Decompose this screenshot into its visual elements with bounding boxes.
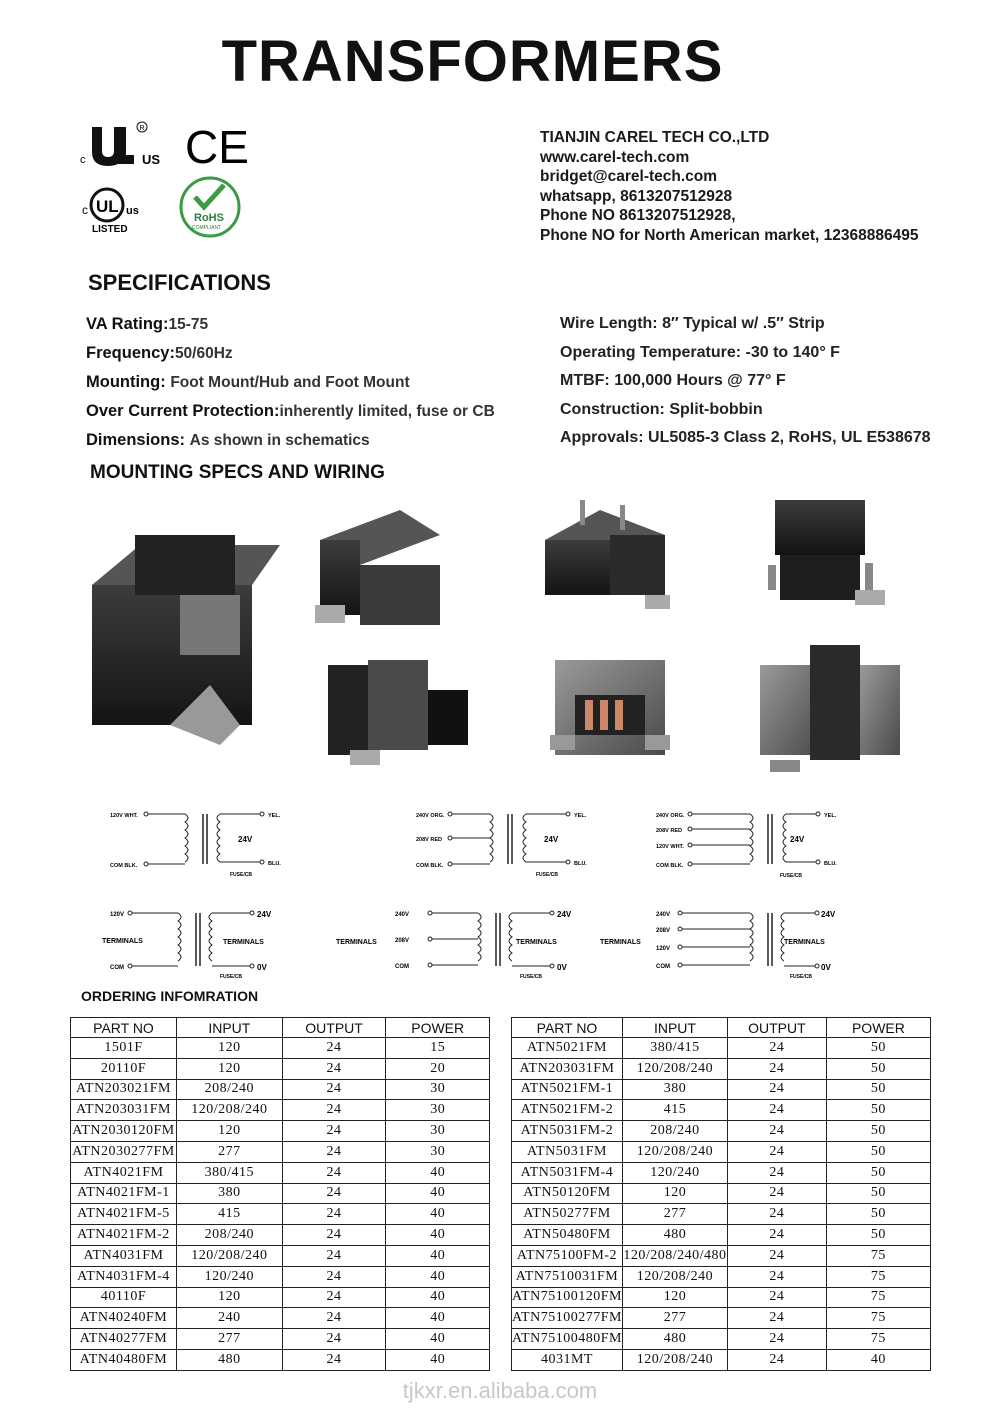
svg-text:COM: COM — [110, 965, 124, 971]
svg-text:YEL.: YEL. — [824, 813, 837, 819]
table-cell: 24 — [727, 1038, 826, 1059]
table-row — [71, 1079, 490, 1100]
table-cell: ATN75100FM-2 — [512, 1245, 623, 1266]
company-phone: Phone NO 8613207512928, — [540, 207, 736, 224]
column-header: OUTPUT — [727, 1018, 826, 1038]
table-cell: ATN4021FM-2 — [71, 1225, 177, 1246]
svg-text:BLU.: BLU. — [268, 861, 281, 867]
svg-text:FUSE/CB: FUSE/CB — [220, 974, 242, 980]
table-cell: 120/208/240 — [622, 1058, 727, 1079]
table-cell: 40 — [386, 1204, 490, 1225]
table-cell: 24 — [727, 1183, 826, 1204]
svg-text:240V: 240V — [656, 912, 671, 918]
table-row — [512, 1266, 931, 1287]
table-row — [71, 1225, 490, 1246]
table-cell: 120 — [176, 1121, 282, 1142]
ce-logo — [185, 121, 249, 173]
table-row — [512, 1287, 931, 1308]
table-cell: 24 — [727, 1141, 826, 1162]
table-cell: 24 — [282, 1204, 386, 1225]
table-cell: 50 — [826, 1141, 930, 1162]
table-cell: 120/208/240 — [176, 1100, 282, 1121]
table-cell: 50 — [826, 1162, 930, 1183]
table-cell: 30 — [386, 1141, 490, 1162]
transformer-photo-6 — [550, 660, 670, 755]
table-cell: 480 — [622, 1225, 727, 1246]
table-cell: ATN75100480FM — [512, 1329, 623, 1350]
table-cell: 75 — [826, 1287, 930, 1308]
table-cell: ATN203031FM — [512, 1058, 623, 1079]
table-cell: 4031MT — [512, 1349, 623, 1370]
mounting-heading: MOUNTING SPECS AND WIRING — [90, 462, 385, 483]
svg-text:c: c — [80, 154, 86, 166]
svg-text:COMPLIANT: COMPLIANT — [192, 225, 222, 231]
transformer-photo-7 — [760, 645, 900, 772]
svg-text:240V: 240V — [395, 912, 410, 918]
svg-text:YEL.: YEL. — [574, 813, 587, 819]
table-cell: 24 — [727, 1225, 826, 1246]
table-cell: 277 — [176, 1329, 282, 1350]
ul-listed-logo — [82, 189, 139, 235]
table-row — [512, 1100, 931, 1121]
table-cell: 50 — [826, 1058, 930, 1079]
svg-text:COM BLK.: COM BLK. — [656, 863, 684, 869]
table-row — [71, 1100, 490, 1121]
column-header: PART NO — [71, 1018, 177, 1038]
transformer-photo-3 — [545, 500, 670, 609]
svg-text:TERMINALS: TERMINALS — [600, 939, 641, 946]
table-cell: 75 — [826, 1329, 930, 1350]
spec-item: Operating Temperature: -30 to 140° F — [560, 343, 840, 361]
table-row — [512, 1308, 931, 1329]
ordering-table-right — [511, 1017, 931, 1371]
table-cell: 208/240 — [622, 1121, 727, 1142]
transformer-photo-4 — [768, 500, 885, 605]
svg-text:TERMINALS: TERMINALS — [784, 939, 825, 946]
table-cell: 24 — [727, 1162, 826, 1183]
table-cell: 24 — [727, 1058, 826, 1079]
product-photos — [80, 485, 940, 785]
svg-text:FUSE/CB: FUSE/CB — [790, 974, 812, 980]
table-cell: 208/240 — [176, 1079, 282, 1100]
table-cell: 40 — [386, 1287, 490, 1308]
column-header: POWER — [386, 1018, 490, 1038]
svg-text:24V: 24V — [557, 910, 572, 919]
table-cell: 20110F — [71, 1058, 177, 1079]
svg-text:COM BLK.: COM BLK. — [110, 863, 138, 869]
table-cell: ATN4031FM — [71, 1245, 177, 1266]
table-cell: 24 — [727, 1121, 826, 1142]
spec-item: Approvals: UL5085-3 Class 2, RoHS, UL E538678 — [560, 429, 931, 446]
table-row — [512, 1141, 931, 1162]
svg-text:R: R — [139, 125, 145, 132]
table-cell: 24 — [282, 1058, 386, 1079]
table-cell: 120 — [176, 1287, 282, 1308]
table-cell: 24 — [282, 1121, 386, 1142]
svg-text:RoHS: RoHS — [194, 212, 224, 224]
table-cell: ATN50120FM — [512, 1183, 623, 1204]
spec-list-left — [86, 310, 495, 455]
table-cell: 50 — [826, 1038, 930, 1059]
svg-text:FUSE/CB: FUSE/CB — [780, 873, 802, 879]
svg-text:0V: 0V — [557, 963, 567, 972]
table-row — [71, 1329, 490, 1350]
table-cell: 40 — [386, 1162, 490, 1183]
table-cell: 120/208/240 — [622, 1141, 727, 1162]
svg-text:120V: 120V — [110, 912, 125, 918]
table-cell: ATN2030277FM — [71, 1141, 177, 1162]
table-cell: 30 — [386, 1100, 490, 1121]
company-phone-na: Phone NO for North American market, 12368886495 — [540, 226, 919, 244]
spec-item: VA Rating:15-75 — [86, 315, 209, 333]
table-cell: ATN50480FM — [512, 1225, 623, 1246]
svg-text:24V: 24V — [257, 910, 272, 919]
svg-text:24V: 24V — [238, 835, 253, 844]
table-cell: ATN40277FM — [71, 1329, 177, 1350]
table-cell: 277 — [622, 1204, 727, 1225]
svg-text:FUSE/CB: FUSE/CB — [230, 872, 252, 878]
spec-item: Dimensions: As shown in schematics — [86, 431, 370, 449]
svg-text:120V WHT.: 120V WHT. — [110, 813, 138, 819]
table-cell: ATN5031FM — [512, 1141, 623, 1162]
table-cell: ATN203031FM — [71, 1100, 177, 1121]
table-cell: 24 — [282, 1287, 386, 1308]
table-cell: ATN2030120FM — [71, 1121, 177, 1142]
wiring-diagram-120v — [110, 812, 281, 878]
table-cell: 50 — [826, 1121, 930, 1142]
table-row — [71, 1058, 490, 1079]
svg-text:TERMINALS: TERMINALS — [516, 939, 557, 946]
table-row — [71, 1266, 490, 1287]
table-cell: 24 — [282, 1225, 386, 1246]
svg-text:240V ORG.: 240V ORG. — [656, 813, 685, 819]
table-cell: 50 — [826, 1204, 930, 1225]
table-row — [71, 1121, 490, 1142]
table-cell: 50 — [826, 1100, 930, 1121]
table-cell: ATN50277FM — [512, 1204, 623, 1225]
wiring-diagram-120-208-240v — [656, 812, 837, 879]
certification-logos — [70, 115, 260, 245]
wiring-diagram-terminals-208-240v — [336, 910, 572, 980]
table-cell: 1501F — [71, 1038, 177, 1059]
column-header: OUTPUT — [282, 1018, 386, 1038]
table-row — [512, 1038, 931, 1059]
spec-item: Frequency:50/60Hz — [86, 344, 233, 362]
table-cell: 24 — [727, 1100, 826, 1121]
column-header: INPUT — [622, 1018, 727, 1038]
spec-item: Construction: Split-bobbin — [560, 400, 763, 418]
table-cell: 24 — [727, 1349, 826, 1370]
table-row — [512, 1245, 931, 1266]
table-row — [71, 1204, 490, 1225]
table-cell: 120/240 — [622, 1162, 727, 1183]
table-cell: 40 — [826, 1349, 930, 1370]
company-email[interactable]: bridget@carel-tech.com — [540, 168, 718, 185]
wiring-diagram-terminals-120v — [102, 910, 272, 980]
table-cell: ATN4031FM-4 — [71, 1266, 177, 1287]
svg-text:c: c — [82, 203, 88, 217]
table-cell: 120/240 — [176, 1266, 282, 1287]
table-row — [71, 1183, 490, 1204]
watermark: tjkxr.en.alibaba.com — [402, 1378, 598, 1403]
spec-item: MTBF: 100,000 Hours @ 77° F — [560, 372, 786, 389]
table-cell: 24 — [282, 1329, 386, 1350]
column-header: INPUT — [176, 1018, 282, 1038]
column-header: PART NO — [512, 1018, 623, 1038]
transformer-photo-5 — [328, 660, 468, 765]
table-cell: 24 — [727, 1245, 826, 1266]
table-row — [512, 1183, 931, 1204]
specifications-heading: SPECIFICATIONS — [88, 270, 271, 295]
table-cell: ATN203021FM — [71, 1079, 177, 1100]
table-cell: ATN5031FM-4 — [512, 1162, 623, 1183]
ur-logo — [80, 122, 160, 167]
table-cell: 380/415 — [176, 1162, 282, 1183]
table-cell: 24 — [727, 1204, 826, 1225]
company-website[interactable]: www.carel-tech.com — [540, 148, 690, 166]
table-cell: 40 — [386, 1225, 490, 1246]
ordering-table-left — [70, 1017, 490, 1371]
table-cell: 40 — [386, 1183, 490, 1204]
svg-text:UL: UL — [96, 197, 119, 216]
svg-text:LISTED: LISTED — [92, 224, 128, 235]
table-cell: ATN75100120FM — [512, 1287, 623, 1308]
table-row — [71, 1245, 490, 1266]
table-cell: 240 — [176, 1308, 282, 1329]
table-cell: ATN75100277FM — [512, 1308, 623, 1329]
svg-text:US: US — [142, 152, 161, 167]
table-cell: 277 — [176, 1141, 282, 1162]
table-cell: ATN5021FM-1 — [512, 1079, 623, 1100]
table-cell: ATN4021FM — [71, 1162, 177, 1183]
table-cell: 50 — [826, 1183, 930, 1204]
table-cell: 415 — [176, 1204, 282, 1225]
table-cell: 40 — [386, 1266, 490, 1287]
table-cell: 120 — [622, 1183, 727, 1204]
table-cell: 208/240 — [176, 1225, 282, 1246]
table-cell: 40110F — [71, 1287, 177, 1308]
svg-text:24V: 24V — [790, 835, 805, 844]
svg-text:TERMINALS: TERMINALS — [102, 938, 143, 945]
svg-text:COM: COM — [656, 964, 670, 970]
table-cell: 24 — [282, 1308, 386, 1329]
table-cell: ATN5021FM — [512, 1038, 623, 1059]
table-cell: 24 — [727, 1329, 826, 1350]
company-contact-block — [540, 128, 918, 245]
svg-text:BLU.: BLU. — [574, 861, 587, 867]
table-row — [512, 1121, 931, 1142]
svg-text:TERMINALS: TERMINALS — [336, 939, 377, 946]
wiring-diagram-terminals-multi — [600, 910, 836, 980]
spec-item: Over Current Protection:inherently limited, fuse or CB — [86, 402, 495, 420]
table-cell: 24 — [282, 1162, 386, 1183]
table-cell: 20 — [386, 1058, 490, 1079]
ordering-heading: ORDERING INFOMRATION — [81, 988, 259, 1004]
table-row — [71, 1349, 490, 1370]
table-cell: 24 — [727, 1266, 826, 1287]
company-whatsapp: whatsapp, 8613207512928 — [540, 187, 733, 205]
table-cell: ATN5021FM-2 — [512, 1100, 623, 1121]
table-cell: 480 — [622, 1329, 727, 1350]
table-cell: 120/208/240 — [622, 1266, 727, 1287]
transformer-photo-1 — [92, 535, 280, 745]
svg-text:208V RED: 208V RED — [656, 828, 682, 834]
svg-text:CE: CE — [185, 121, 249, 173]
table-cell: 24 — [282, 1079, 386, 1100]
table-cell: 277 — [622, 1308, 727, 1329]
table-row — [71, 1308, 490, 1329]
spec-list-right — [560, 310, 931, 453]
table-row — [71, 1162, 490, 1183]
table-cell: ATN40240FM — [71, 1308, 177, 1329]
table-cell: 120 — [622, 1287, 727, 1308]
table-cell: 24 — [282, 1100, 386, 1121]
table-row — [512, 1349, 931, 1370]
table-row — [512, 1162, 931, 1183]
table-row — [71, 1038, 490, 1059]
rohs-logo — [181, 178, 239, 236]
table-cell: 40 — [386, 1349, 490, 1370]
table-cell: 75 — [826, 1266, 930, 1287]
table-cell: 415 — [622, 1100, 727, 1121]
svg-text:COM BLK.: COM BLK. — [416, 863, 444, 869]
svg-text:120V: 120V — [656, 946, 671, 952]
table-cell: 75 — [826, 1308, 930, 1329]
column-header: POWER — [826, 1018, 930, 1038]
table-cell: 40 — [386, 1308, 490, 1329]
table-cell: 30 — [386, 1079, 490, 1100]
svg-text:24V: 24V — [821, 910, 836, 919]
svg-text:120V WHT.: 120V WHT. — [656, 844, 684, 850]
table-row — [71, 1141, 490, 1162]
table-cell: 30 — [386, 1121, 490, 1142]
table-cell: ATN7510031FM — [512, 1266, 623, 1287]
company-name: TIANJIN CAREL TECH CO.,LTD — [540, 129, 770, 146]
table-cell: 75 — [826, 1245, 930, 1266]
spec-item: Wire Length: 8″ Typical w/ .5″ Strip — [560, 315, 825, 332]
table-row — [512, 1225, 931, 1246]
table-cell: 380 — [176, 1183, 282, 1204]
table-cell: 120/208/240 — [622, 1349, 727, 1370]
table-cell: ATN40480FM — [71, 1349, 177, 1370]
table-row — [512, 1329, 931, 1350]
table-cell: 24 — [282, 1266, 386, 1287]
svg-text:208V: 208V — [656, 928, 671, 934]
table-cell: 120/208/240/480 — [622, 1245, 727, 1266]
svg-text:TERMINALS: TERMINALS — [223, 939, 264, 946]
table-cell: 380 — [622, 1079, 727, 1100]
table-row — [512, 1079, 931, 1100]
wiring-diagram-208-240v — [416, 812, 587, 878]
table-cell: 24 — [282, 1349, 386, 1370]
table-cell: 50 — [826, 1225, 930, 1246]
table-cell: 24 — [282, 1183, 386, 1204]
svg-text:24V: 24V — [544, 835, 559, 844]
table-cell: 24 — [727, 1287, 826, 1308]
svg-text:208V RED: 208V RED — [416, 837, 442, 843]
table-cell: 15 — [386, 1038, 490, 1059]
svg-text:YEL.: YEL. — [268, 813, 281, 819]
table-cell: 24 — [727, 1079, 826, 1100]
table-cell: 40 — [386, 1245, 490, 1266]
svg-text:FUSE/CB: FUSE/CB — [536, 872, 558, 878]
table-cell: ATN5031FM-2 — [512, 1121, 623, 1142]
svg-text:208V: 208V — [395, 938, 410, 944]
table-row — [512, 1058, 931, 1079]
svg-text:COM: COM — [395, 964, 409, 970]
table-row — [512, 1204, 931, 1225]
table-cell: 120 — [176, 1058, 282, 1079]
svg-text:0V: 0V — [821, 963, 831, 972]
svg-text:0V: 0V — [257, 963, 267, 972]
table-cell: 24 — [282, 1245, 386, 1266]
table-cell: 24 — [727, 1308, 826, 1329]
table-cell: 120/208/240 — [176, 1245, 282, 1266]
table-cell: 24 — [282, 1141, 386, 1162]
transformer-photo-2 — [315, 510, 440, 625]
table-cell: 120 — [176, 1038, 282, 1059]
table-cell: 40 — [386, 1329, 490, 1350]
wiring-diagrams — [90, 800, 950, 990]
svg-text:us: us — [126, 205, 139, 217]
svg-text:240V ORG.: 240V ORG. — [416, 813, 445, 819]
table-cell: 24 — [282, 1038, 386, 1059]
table-cell: 380/415 — [622, 1038, 727, 1059]
svg-text:BLU.: BLU. — [824, 861, 837, 867]
table-cell: 480 — [176, 1349, 282, 1370]
table-cell: ATN4021FM-5 — [71, 1204, 177, 1225]
svg-text:FUSE/CB: FUSE/CB — [520, 974, 542, 980]
table-cell: 50 — [826, 1079, 930, 1100]
page-title: TRANSFORMERS — [221, 29, 724, 94]
spec-item: Mounting: Foot Mount/Hub and Foot Mount — [86, 373, 410, 391]
table-row — [71, 1287, 490, 1308]
table-cell: ATN4021FM-1 — [71, 1183, 177, 1204]
